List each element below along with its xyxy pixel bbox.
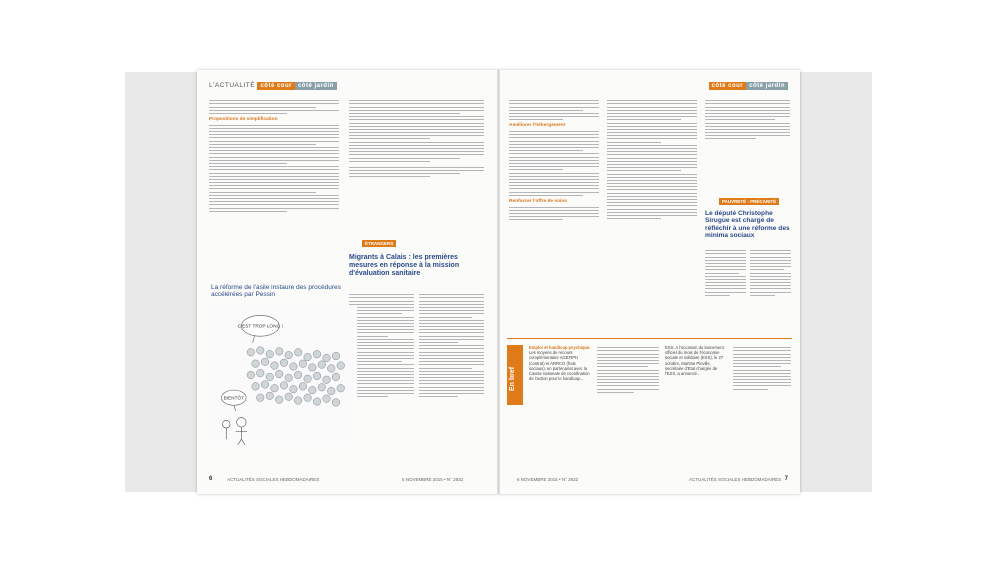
brief-column-3: [665, 345, 727, 376]
en-bref-box: [507, 338, 792, 479]
brief-text-1: Les moyens de recours complémentaire AGEFIPH (contrat) et ARRCO (frais sociaux), un partenariat avec la Caisse nationale de coordination de l'action pour le handicap...: [529, 350, 590, 382]
subheading-simplification: Propositions de simplification: [209, 116, 278, 122]
right-running-head: [709, 82, 788, 90]
next-page-edge: [800, 72, 872, 492]
cartoon-caption: [211, 284, 351, 298]
crowd-cartoon-illustration: [209, 305, 357, 445]
right-page-number: 7: [784, 476, 788, 482]
cote-jardin-tag: côté jardin: [295, 82, 337, 90]
running-head-label: L'ACTUALITÉ: [209, 82, 256, 89]
subheading-hebergement: Améliorer l'hébergement: [509, 123, 566, 129]
left-footer-date: 6 NOVEMBRE 2015 • N° 2932: [402, 477, 464, 482]
right-column-1-text: [509, 98, 599, 223]
bubble-too-long: C'EST TROP LONG !: [237, 324, 283, 330]
right-footer-publication: ACTUALITÉS SOCIALES HEBDOMADAIRES: [689, 477, 782, 482]
brief-text-2: ESS. A l'occasion du lancement officiel du mois de l'économie sociale et solidaire (ESS), le 27 octobre, Martine Pinville, secrétaire d'Etat chargée de l'ESS, a annoncé...: [665, 345, 724, 377]
pauvrete-tag: PAUVRETÉ - PRÉCARITÉ: [719, 198, 779, 205]
cote-cour-tag: côté cour: [257, 82, 295, 90]
previous-page-edge: [125, 72, 197, 492]
migrants-headline: Migrants à Calais : les premières mesures en réponse à la mission d'évaluation sanitaire: [349, 254, 460, 277]
right-column-2-text: [607, 98, 697, 221]
running-head: [209, 82, 337, 90]
etrangers-tag: ÉTRANGERS: [362, 240, 396, 247]
cote-jardin-tag-right: côté jardin: [746, 82, 788, 90]
sirugue-column-b: [750, 248, 791, 298]
brief-column-1: [529, 345, 591, 381]
right-column-3-text: [705, 98, 790, 142]
left-column-2-text: [349, 98, 484, 180]
magazine-spread: [197, 70, 800, 494]
sirugue-column-a: [705, 248, 746, 298]
sirugue-headline: Le député Christophe Sirugue est chargé de réfléchir à une réforme des minima sociaux: [705, 210, 790, 240]
subheading-soins: Renforcer l'offre de soins: [509, 198, 567, 204]
bubble-soon: BIENTÔT: [223, 396, 245, 402]
right-page: [499, 70, 800, 494]
left-footer-publication: ACTUALITÉS SOCIALES HEBDOMADAIRES: [227, 477, 320, 482]
left-column-1-text: [209, 98, 339, 214]
left-page: [197, 70, 498, 494]
cote-cour-tag-right: côté cour: [709, 82, 747, 90]
right-footer-date: 6 NOVEMBRE 2015 • N° 2932: [517, 477, 579, 482]
en-bref-label-block: [507, 345, 523, 405]
brief-column-4: [733, 345, 791, 392]
cartoon-credit: par Pessin: [244, 291, 275, 298]
cartoon-title: La réforme de l'asile instaure des procédures accélérées: [211, 284, 341, 298]
migrants-column-b: [419, 292, 484, 399]
brief-title: Emploi et handicap psychique.: [529, 345, 591, 350]
en-bref-label: En bref: [509, 366, 516, 391]
left-page-number: 6: [209, 476, 213, 482]
brief-column-2: [597, 345, 659, 395]
migrants-column-a: [349, 292, 414, 399]
